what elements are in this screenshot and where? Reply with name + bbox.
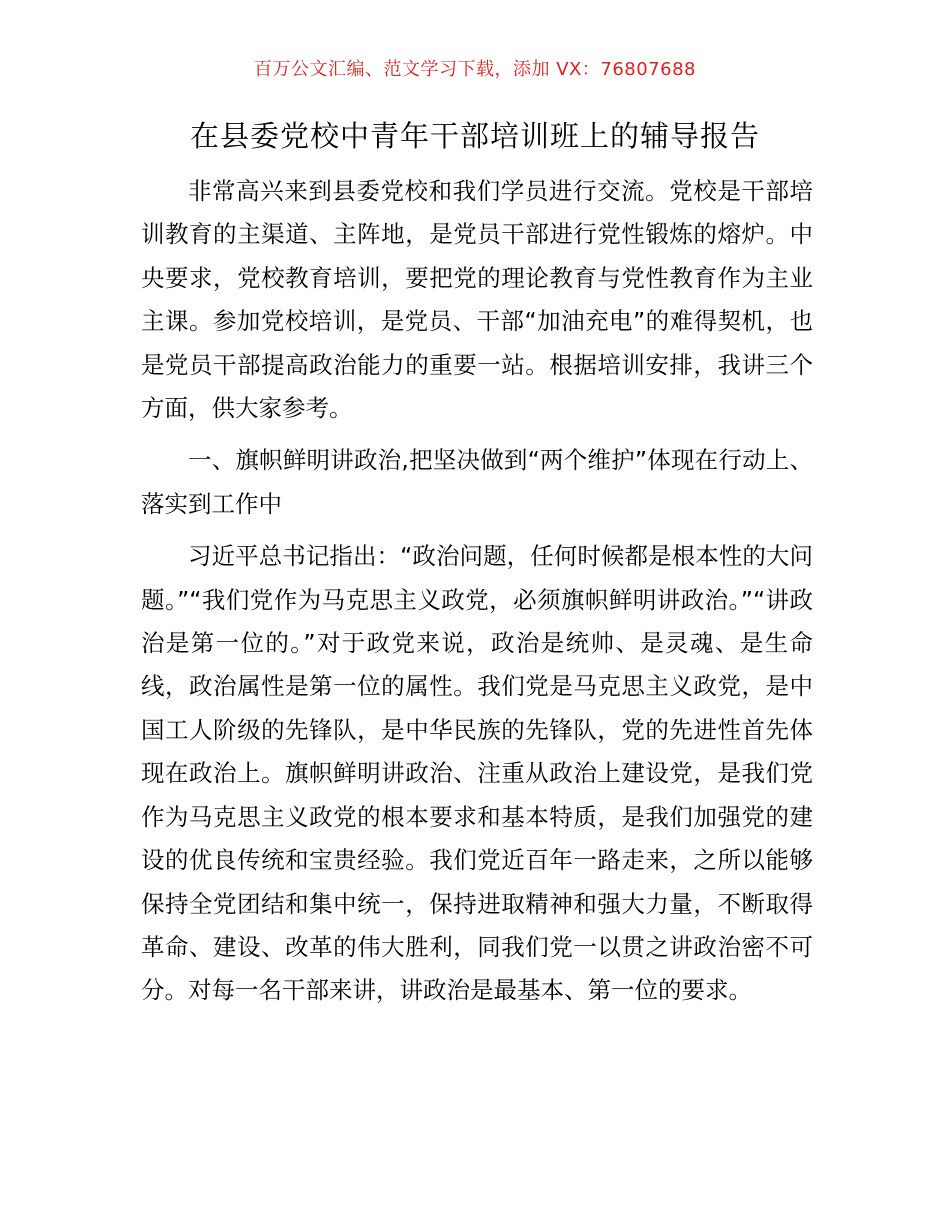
document-body <box>141 170 813 1013</box>
header-promo-note: 百万公文汇编、范文学习下载，添加 VX：76807688 <box>254 59 696 80</box>
section-1-paragraph: 习近平总书记指出：“政治问题，任何时候都是根本性的大问题。”“我们党作为马克思主义政党，必须旗帜鲜明讲政治。”“讲政治是第一位的。”对于政党来说，政治是统帅、是灵魂、是生命线，政治属性是第一位的属性。我们党是马克思主义政党，是中国工人阶级的先锋队，是中华民族的先锋队，党的先进性首先体现在政治上。旗帜鲜明讲政治、注重从政治上建设党，是我们党作为马克思主义政党的根本要求和基本特质，是我们加强党的建设的优良传统和宝贵经验。我们党近百年一路走来，之所以能够保持全党团结和集中统一，保持进取精神和强大力量，不断取得革命、建设、改革的伟大胜利，同我们党一以贯之讲政治密不可分。对每一名干部来讲，讲政治是最基本、第一位的要求。 <box>141 542 813 1005</box>
section-1-heading: 一、旗帜鲜明讲政治,把坚决做到“两个维护”体现在行动上、落实到工作中 <box>141 446 813 518</box>
intro-paragraph: 非常高兴来到县委党校和我们学员进行交流。党校是干部培训教育的主渠道、主阵地，是党员干部进行党性锻炼的熔炉。中央要求，党校教育培训，要把党的理论教育与党性教育作为主业主课。参加党校培训，是党员、干部“加油充电”的难得契机，也是党员干部提高政治能力的重要一站。根据培训安排，我讲三个方面，供大家参考。 <box>141 177 813 423</box>
document-title: 在县委党校中青年干部培训班上的辅导报告 <box>189 119 760 153</box>
